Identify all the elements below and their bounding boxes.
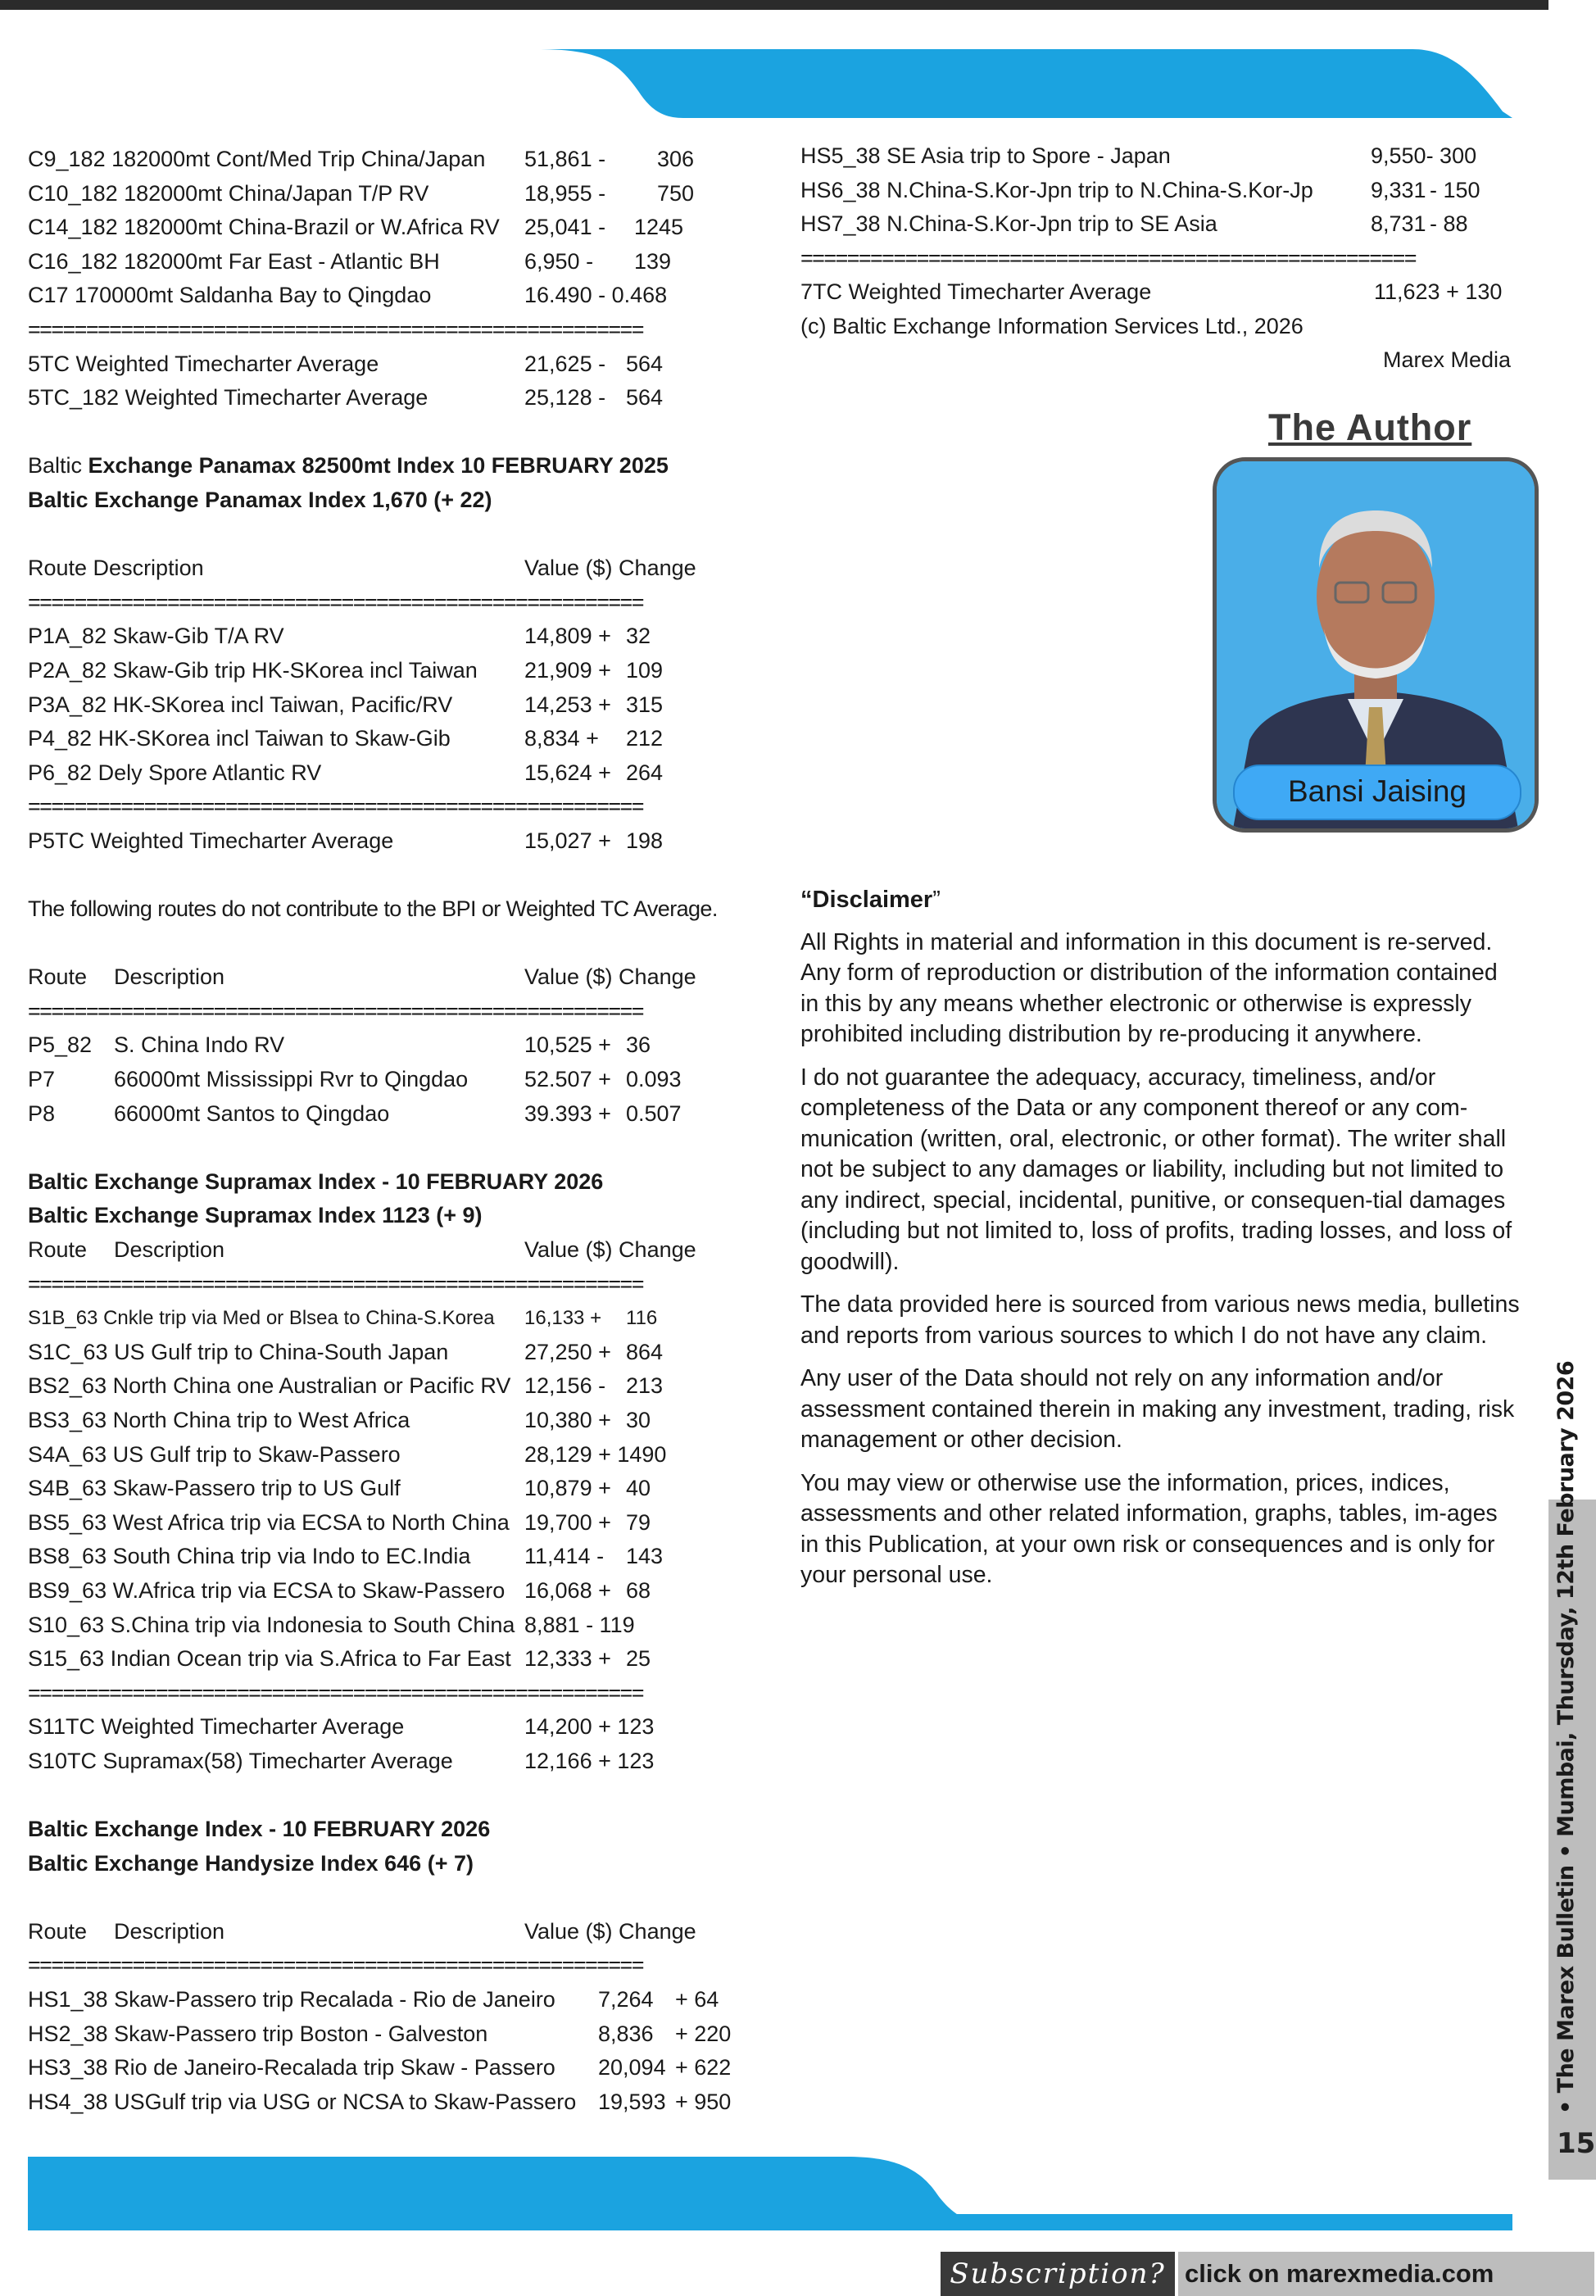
route-change: 79 — [626, 1509, 651, 1535]
author-title: The Author — [1268, 406, 1472, 448]
route-value: 12,156 - — [524, 1373, 606, 1399]
route-change: 143 — [626, 1544, 664, 1569]
table-header — [28, 960, 749, 995]
route-value: 18,955 - — [524, 180, 606, 206]
disclaimer-paragraph: All Rights in material and information in this document is re-served. Any form of reproduction or distribution of the information contained in this by any means whether electronic or otherwise is expressly prohibited including distribution by re-producing it anywhere. — [800, 928, 1498, 1047]
route-value: 14,200 + 123 — [524, 1714, 655, 1740]
header-route: Route — [28, 1918, 88, 1944]
route-value: 10,380 + — [524, 1407, 611, 1432]
table-row — [28, 1710, 749, 1745]
route-description: C9_182 182000mt Cont/Med Trip China/Japan — [28, 147, 486, 171]
route-value: 8,731 — [1371, 211, 1426, 237]
panamax-heading — [28, 449, 749, 483]
table-row — [800, 207, 1521, 242]
spacer — [28, 1881, 749, 1915]
author-photo — [1213, 457, 1539, 833]
route-change: 36 — [626, 1032, 651, 1058]
route-value: 19,700 + — [524, 1509, 611, 1535]
table-row — [28, 1983, 749, 2017]
route-change: 32 — [626, 624, 651, 649]
route-description: 5TC Weighted Timecharter Average — [28, 351, 379, 376]
route-description: P6_82 Dely Spore Atlantic RV — [28, 760, 322, 785]
right-column — [800, 139, 1521, 344]
table-row — [28, 756, 749, 791]
route-description: BS8_63 South China trip via Indo to EC.India — [28, 1544, 471, 1569]
page-number: 15 — [1557, 2127, 1596, 2160]
header-description: Description — [114, 964, 225, 990]
table-row — [28, 824, 749, 859]
route-value: 21,909 + — [524, 657, 611, 683]
route-value: 20,094 — [598, 2055, 666, 2080]
route-change: 264 — [626, 760, 664, 785]
route-value: 10,879 + — [524, 1476, 611, 1501]
table-row — [28, 1540, 749, 1574]
route-description: S15_63 Indian Ocean trip via S.Africa to Far East — [28, 1646, 511, 1672]
route-change: - 88 — [1430, 211, 1468, 237]
table-row — [28, 1438, 749, 1472]
route-value: 11,623 + 130 — [1374, 279, 1503, 305]
header-route: Route — [28, 1237, 88, 1262]
table-row — [800, 275, 1521, 310]
route-value: 16.490 - 0.468 — [524, 283, 668, 308]
table-row — [28, 347, 749, 382]
handysize-index-heading: Baltic Exchange Handysize Index 646 (+ 7) — [28, 1850, 474, 1876]
route-change: + 950 — [675, 2089, 732, 2114]
route-change: 109 — [626, 657, 664, 683]
route-change: + 64 — [675, 1987, 719, 2012]
table-row — [28, 1472, 749, 1506]
table-row — [28, 1609, 749, 1643]
route-description: P5TC Weighted Timecharter Average — [28, 828, 394, 853]
table-row — [28, 245, 749, 279]
header-description: Description — [114, 1237, 225, 1262]
route-value: 25,128 - — [524, 385, 606, 411]
route-change: - 150 — [1430, 177, 1480, 202]
route-description: HS2_38 Skaw-Passero trip Boston - Galveston — [28, 2021, 488, 2046]
table-row — [28, 1063, 749, 1097]
route-description: S. China Indo RV — [114, 1032, 285, 1058]
route-change: 213 — [626, 1373, 664, 1399]
header-value-change: Value ($) Change — [524, 556, 696, 581]
route-description: 66000mt Mississippi Rvr to Qingdao — [114, 1067, 469, 1092]
route-change: 0.507 — [626, 1100, 682, 1126]
route-change: + 220 — [675, 2021, 732, 2046]
route-description: S10_63 S.China trip via Indonesia to South China — [28, 1612, 515, 1637]
route-description: 7TC Weighted Timecharter Average — [800, 279, 1152, 305]
route-description: S4A_63 US Gulf trip to Skaw-Passero — [28, 1441, 401, 1467]
route-description: HS5_38 SE Asia trip to Spore - Japan — [800, 143, 1171, 168]
route-value: 12,333 + — [524, 1646, 611, 1672]
route-change: 315 — [626, 692, 664, 717]
table-row — [28, 1369, 749, 1404]
route-change: 25 — [626, 1646, 651, 1672]
disclaimer-title — [800, 885, 1521, 916]
route-change: 306 — [657, 147, 695, 171]
table-row — [28, 1404, 749, 1438]
header-value-change: Value ($) Change — [524, 964, 696, 990]
route-description: C16_182 182000mt Far East - Atlantic BH — [28, 248, 440, 274]
table-row — [28, 1745, 749, 1779]
route-change: 864 — [626, 1339, 664, 1364]
table-row — [28, 688, 749, 723]
table-row — [28, 381, 749, 415]
separator-line: ===================================================== — [28, 794, 643, 819]
route-change: 0.093 — [626, 1067, 682, 1092]
route-value: 25,041 - — [524, 215, 606, 240]
route-description: HS3_38 Rio de Janeiro-Recalada trip Skaw - Passero — [28, 2055, 555, 2080]
table-header — [28, 1233, 749, 1268]
separator-line: ===================================================== — [28, 316, 643, 342]
route-change: 750 — [657, 180, 695, 206]
table-row — [28, 143, 749, 177]
separator-line: ===================================================== — [28, 998, 643, 1023]
route-value: 8,881 - 119 — [524, 1612, 635, 1637]
route-description: BS3_63 North China trip to West Africa — [28, 1407, 410, 1432]
author-name: Bansi Jaising — [1233, 765, 1521, 820]
spacer — [28, 927, 749, 961]
table-row — [28, 1097, 749, 1132]
header-description: Description — [114, 1918, 225, 1944]
route-description: C17 170000mt Saldanha Bay to Qingdao — [28, 283, 432, 308]
route-value: 6,950 - — [524, 248, 594, 274]
route-value: 7,264 — [598, 1987, 654, 2012]
subscription-banner[interactable] — [941, 2252, 1594, 2296]
disclaimer-paragraph: Any user of the Data should not rely on any information and/or assessment contained therein in making any investment, trading, risk management or other decision. — [800, 1365, 1515, 1453]
route-description: P2A_82 Skaw-Gib trip HK-SKorea incl Taiwan — [28, 657, 478, 683]
table-row — [28, 1574, 749, 1609]
route-description: S11TC Weighted Timecharter Average — [28, 1714, 405, 1740]
route-description: S1B_63 Cnkle trip via Med or Blsea to China-S.Korea — [28, 1307, 495, 1330]
route-value: 21,625 - — [524, 351, 606, 376]
route-description: P1A_82 Skaw-Gib T/A RV — [28, 624, 284, 649]
separator-line: ===================================================== — [28, 1953, 643, 1978]
route-description: P4_82 HK-SKorea incl Taiwan to Skaw-Gib — [28, 726, 451, 751]
route-value: 14,253 + — [524, 692, 611, 717]
route-description: BS9_63 W.Africa trip via ECSA to Skaw-Passero — [28, 1577, 506, 1603]
bottom-banner — [28, 2153, 1512, 2232]
route-value: 8,836 — [598, 2021, 654, 2046]
route-description: C14_182 182000mt China-Brazil or W.Africa RV — [28, 215, 500, 240]
top-banner — [28, 46, 1512, 120]
panamax-heading-a: Baltic — [28, 453, 83, 479]
table-row — [28, 722, 749, 756]
route-value: 51,861 - — [524, 147, 606, 171]
table-row — [28, 1506, 749, 1540]
table-row — [28, 2085, 749, 2120]
top-bar — [0, 0, 1548, 10]
route-value: 11,414 - — [524, 1544, 605, 1569]
route-description: 5TC_182 Weighted Timecharter Average — [28, 385, 428, 411]
copyright-line: (c) Baltic Exchange Information Services Ltd., 2026 — [800, 313, 1304, 338]
table-row — [800, 174, 1521, 208]
marex-media-credit: Marex Media — [1383, 347, 1512, 372]
route-description: BS5_63 West Africa trip via ECSA to North China — [28, 1509, 510, 1535]
route-value: 9,550- 300 — [1371, 143, 1477, 168]
handysize-heading: Baltic Exchange Index - 10 FEBRUARY 2026 — [28, 1817, 491, 1842]
left-column — [28, 143, 749, 2119]
spacer — [28, 1131, 749, 1165]
table-row — [28, 654, 749, 688]
separator-line: ===================================================== — [800, 245, 1416, 270]
header-value-change: Value ($) Change — [524, 1237, 696, 1262]
route-value: 10,525 + — [524, 1032, 611, 1058]
table-header — [28, 1915, 749, 1949]
table-row — [28, 2017, 749, 2052]
table-row — [28, 211, 749, 245]
route-change: 1245 — [634, 215, 684, 240]
route-description: P3A_82 HK-SKorea incl Taiwan, Pacific/RV — [28, 692, 453, 717]
disclaimer — [800, 885, 1521, 1604]
sidebar-bulletin-text: • The Marex Bulletin • Mumbai, Thursday, 12th February 2026 — [1553, 1360, 1579, 2114]
supramax-heading: Baltic Exchange Supramax Index - 10 FEBRUARY 2026 — [28, 1168, 604, 1194]
supramax-index-heading: Baltic Exchange Supramax Index 1123 (+ 9) — [28, 1203, 483, 1228]
route-value: 52.507 + — [524, 1067, 611, 1092]
route-change: 40 — [626, 1476, 651, 1501]
route-description: S10TC Supramax(58) Timecharter Average — [28, 1748, 453, 1773]
route-change: 212 — [626, 726, 664, 751]
route-description: HS7_38 N.China-S.Kor-Jpn trip to SE Asia — [800, 211, 1217, 237]
disclaimer-paragraph: You may view or otherwise use the information, prices, indices, assessments and other related information, graphs, tables, im-ages in this Publication, at your own risk or consequences and is only for your personal use. — [800, 1469, 1498, 1588]
disclaimer-quote-open: “ — [800, 887, 813, 913]
disclaimer-title-text: Disclaimer — [812, 887, 933, 913]
route-description: S1C_63 US Gulf trip to China-South Japan — [28, 1339, 449, 1364]
separator-line: ===================================================== — [28, 1680, 643, 1705]
route-value: 9,331 — [1371, 177, 1426, 202]
route-change: + 622 — [675, 2055, 732, 2080]
route-value: 12,166 + 123 — [524, 1748, 655, 1773]
route-value: 15,027 + — [524, 828, 611, 853]
disclaimer-quote-close: ” — [932, 887, 941, 913]
route-value: 16,133 + — [524, 1307, 602, 1330]
panamax-heading-b: Exchange Panamax 82500mt Index 10 FEBRUARY 2025 — [82, 453, 669, 479]
panamax-index-heading: Baltic Exchange Panamax Index 1,670 (+ 22) — [28, 487, 492, 512]
route-change: 564 — [626, 385, 664, 411]
spacer — [28, 415, 749, 450]
separator-line: ===================================================== — [28, 1271, 643, 1296]
route-change: 139 — [634, 248, 672, 274]
spacer — [28, 518, 749, 552]
route-change: 198 — [626, 828, 664, 853]
table-row — [800, 139, 1521, 174]
route-change: 30 — [626, 1407, 651, 1432]
table-row — [28, 619, 749, 654]
route-code: P7 — [28, 1067, 56, 1092]
route-description: BS2_63 North China one Australian or Pacific RV — [28, 1373, 511, 1399]
route-description: HS6_38 N.China-S.Kor-Jpn trip to N.China-S.Kor-Jp — [800, 177, 1313, 202]
route-change: 68 — [626, 1577, 651, 1603]
disclaimer-paragraph: The data provided here is sourced from various news media, bulletins and reports from various sources to which I do not have any claim. — [800, 1291, 1520, 1349]
routes-note: The following routes do not contribute to the BPI or Weighted TC Average. — [28, 896, 718, 922]
route-value: 16,068 + — [524, 1577, 611, 1603]
disclaimer-paragraph: I do not guarantee the adequacy, accuracy, timeliness, and/or completeness of the Data or any component thereof or any com-munication (written, oral, electronic, or other format). The writer shall not be subject to any damages or liability, including but not limited to any indirect, special, incidental, punitive, or consequen-tial damages (including but not limited to, loss of profits, trading losses, and loss of goodwill). — [800, 1064, 1512, 1275]
route-value: 19,593 — [598, 2089, 666, 2114]
route-value: 14,809 + — [524, 624, 611, 649]
route-value: 39.393 + — [524, 1100, 611, 1126]
table-row — [28, 279, 749, 313]
route-description: C10_182 182000mt China/Japan T/P RV — [28, 180, 429, 206]
table-row — [28, 2051, 749, 2085]
spacer — [28, 858, 749, 892]
route-change: 564 — [626, 351, 664, 376]
table-row — [28, 177, 749, 211]
route-description: HS4_38 USGulf trip via USG or NCSA to Skaw-Passero — [28, 2089, 577, 2114]
header-value-change: Value ($) Change — [524, 1918, 696, 1944]
route-value: 27,250 + — [524, 1339, 611, 1364]
route-value: 8,834 + — [524, 726, 599, 751]
subscription-link[interactable]: click on marexmedia.com — [1178, 2252, 1594, 2296]
spacer — [28, 1779, 749, 1813]
route-code: P8 — [28, 1100, 56, 1126]
route-description: 66000mt Santos to Qingdao — [114, 1100, 390, 1126]
header-route: Route — [28, 964, 88, 990]
table-row — [28, 1336, 749, 1370]
table-row — [28, 1301, 749, 1336]
table-header — [28, 551, 749, 586]
route-value: 15,624 + — [524, 760, 611, 785]
route-description: S4B_63 Skaw-Passero trip to US Gulf — [28, 1476, 401, 1501]
separator-line: ===================================================== — [28, 589, 643, 615]
route-code: P5_82 — [28, 1032, 93, 1058]
table-row — [28, 1028, 749, 1063]
subscription-label[interactable]: Subscription? — [941, 2252, 1175, 2296]
route-change: 116 — [626, 1307, 658, 1330]
table-row — [28, 1642, 749, 1677]
route-description: HS1_38 Skaw-Passero trip Recalada - Rio de Janeiro — [28, 1987, 555, 2012]
route-value: 28,129 + 1490 — [524, 1441, 667, 1467]
header-route-description: Route Description — [28, 556, 204, 581]
